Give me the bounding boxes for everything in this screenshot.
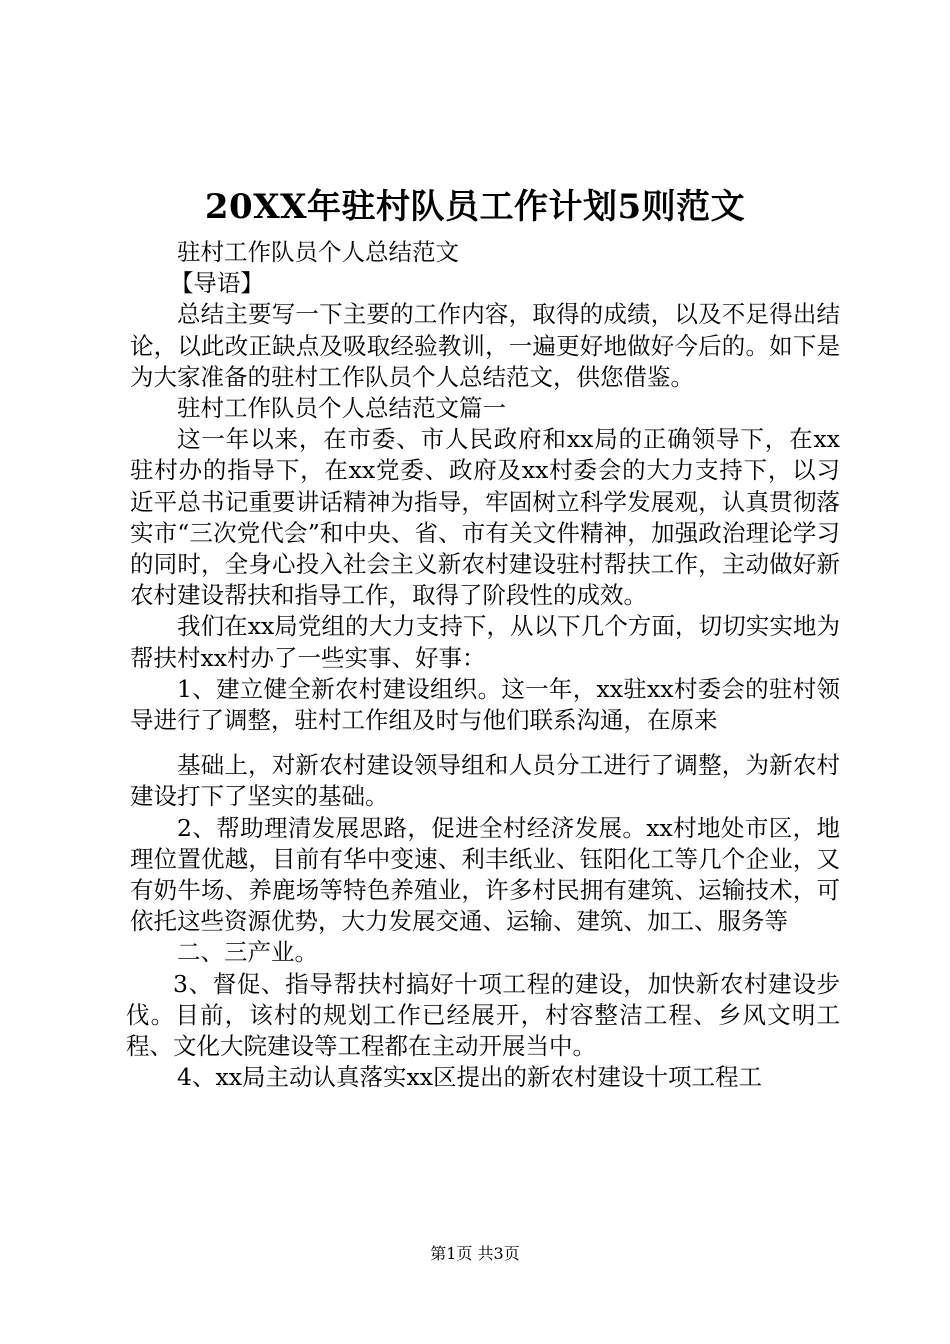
paragraph-item-2-continued: 二、三产业。 [177, 938, 318, 967]
paragraph-overview: 这一年以来，在市委、市人民政府和xx局的正确领导下，在xx驻村办的指导下，在xx党委、政府及xx村委会的大力支持下，以习近平总书记重要讲话精神为指导，牢固树立科学发展观，认真贯彻落实市“三次党代会”和中央、省、市有关文件精神，加强政治理论学习的同时，全身心投入社会主义新农村建设驻村帮扶工作，主动做好新农村建设帮扶和指导工作，取得了阶段性的成效。 [130, 425, 840, 610]
paragraph-subtitle: 驻村工作队员个人总结范文 [177, 238, 459, 266]
paragraph-support: 我们在xx局党组的大力支持下，从以下几个方面，切切实实地为帮扶村xx村办了一些实事、好事： [130, 612, 840, 672]
paragraph-item-3: 3、督促、指导帮扶村搞好十项工程的建设，加快新农村建设步伐。目前，该村的规划工作已经展开，村容整洁工程、乡风文明工程、文化大院建设等工程都在主动开展当中。 [126, 969, 840, 1061]
document-title: 20XX年驻村队员工作计划5则范文 [204, 187, 746, 227]
paragraph-section-heading: 驻村工作队员个人总结范文篇一 [177, 394, 506, 423]
paragraph-item-4: 4、xx局主动认真落实xx区提出的新农村建设十项工程工 [177, 1063, 762, 1092]
paragraph-intro: 总结主要写一下主要的工作内容，取得的成绩，以及不足得出结论，以此改正缺点及吸取经验教训，一遍更好地做好今后的。如下是为大家准备的驻村工作队员个人总结范文，供您借鉴。 [130, 300, 840, 391]
paragraph-guide-label: 【导语】 [169, 269, 264, 298]
paragraph-item-2: 2、帮助理清发展思路，促进全村经济发展。xx村地处市区，地理位置优越，目前有华中变速、利丰纸业、钰阳化工等几个企业，又有奶牛场、养鹿场等特色养殖业，许多村民拥有建筑、运输技术，可依托这些资源优势，大力发展交通、运输、建筑、加工、服务等 [130, 813, 840, 936]
document-body [126, 237, 840, 1093]
page-number-footer: 第1页 共3页 [430, 1244, 520, 1263]
paragraph-item-1: 1、建立健全新农村建设组织。这一年，xx驻xx村委会的驻村领导进行了调整，驻村工作组及时与他们联系沟通，在原来 [130, 674, 840, 735]
paragraph-item-1-continued: 基础上，对新农村建设领导组和人员分工进行了调整，为新农村建设打下了坚实的基础。 [130, 751, 840, 811]
